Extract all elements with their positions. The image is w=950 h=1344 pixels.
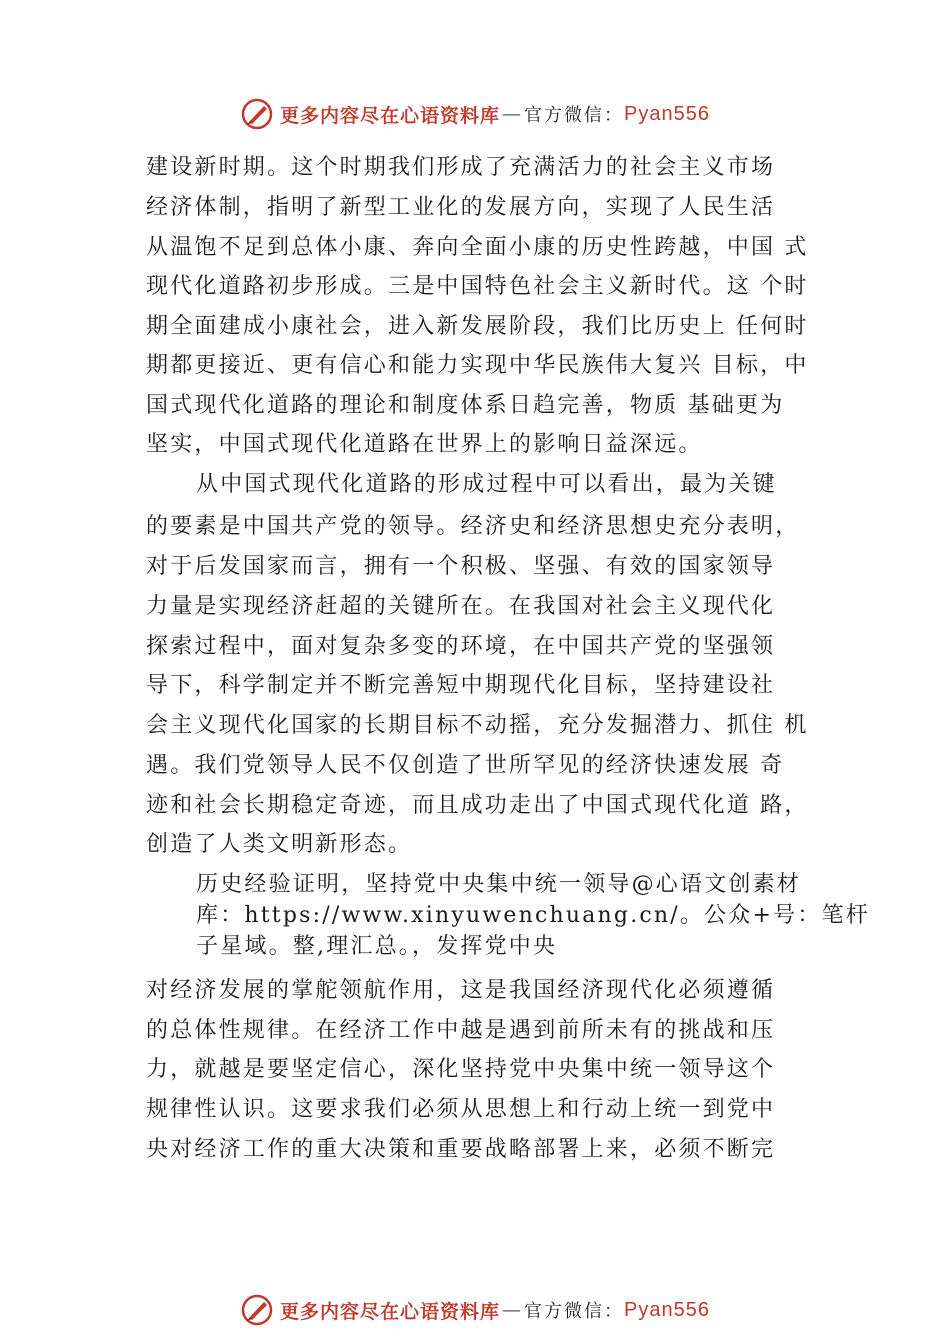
brush-logo-icon: [240, 97, 274, 131]
text-line: 的总体性规律。在经济工作中越是遇到前所未有的挑战和压: [146, 1018, 776, 1043]
text-line: 规律性认识。这要求我们必须从思想上和行动上统一到党中: [146, 1097, 776, 1122]
text-line: 的要素是中国共产党的领导。经济史和经济思想史充分表明，: [146, 514, 800, 539]
banner-dash: —: [502, 1299, 523, 1321]
text-line: 建设新时期。这个时期我们形成了充满活力的社会主义市场: [146, 155, 776, 180]
text-line: 力量是实现经济赶超的关键所在。在我国对社会主义现代化: [146, 594, 776, 619]
banner-brand: 更多内容尽在心语资料库: [280, 1300, 501, 1323]
banner-dash: —: [502, 103, 523, 125]
text-line: 创造了人类文明新形态。: [146, 832, 413, 857]
text-line: 坚实，中国式现代化道路在世界上的影响日益深远。: [146, 432, 703, 457]
text-line: 探索过程中，面对复杂多变的环境，在中国共产党的坚强领: [146, 634, 776, 659]
text-line: 对于后发国家而言，拥有一个积极、坚强、有效的国家领导: [146, 554, 776, 579]
text-line: 力，就越是要坚定信心，深化坚持党中央集中统一领导这个: [146, 1057, 776, 1082]
text-line: 迹和社会长期稳定奇迹，而且成功走出了中国式现代化道 路，: [146, 793, 809, 818]
text-line: 从中国式现代化道路的形成过程中可以看出，最为关键: [196, 472, 777, 497]
text-line: 遇。我们党领导人民不仅创造了世所罕见的经济快速发展 奇: [146, 753, 785, 778]
banner-wechat-id: Pyan556: [624, 1298, 710, 1321]
text-line: 国式现代化道路的理论和制度体系日趋完善，物质 基础更为: [146, 393, 785, 418]
text-line: 经济体制，指明了新型工业化的发展方向，实现了人民生活: [146, 195, 776, 220]
header-banner: [0, 94, 950, 134]
banner-wechat-label: 官方微信：: [524, 1301, 625, 1322]
text-line: 从温饱不足到总体小康、奔向全面小康的历史性跨越，中国 式: [146, 235, 809, 260]
text-line: 历史经验证明，坚持党中央集中统一领导@心语文创素材: [196, 872, 802, 897]
footer-banner: [0, 1290, 950, 1330]
text-line: 库：https://www.xinyuwenchuang.cn/。公众+号：笔杆: [196, 903, 870, 928]
banner-wechat-id: Pyan556: [624, 102, 710, 125]
text-line: 期都更接近、更有信心和能力实现中华民族伟大复兴 目标，中: [146, 353, 809, 378]
text-line: 导下，科学制定并不断完善短中期现代化目标，坚持建设社: [146, 673, 776, 698]
text-line: 会主义现代化国家的长期目标不动摇，充分发掘潜力、抓住 机: [146, 713, 809, 738]
brush-logo-icon: [240, 1293, 274, 1327]
text-line: 央对经济工作的重大决策和重要战略部署上来，必须不断完: [146, 1137, 776, 1162]
banner-wechat-label: 官方微信：: [524, 105, 625, 126]
banner-brand: 更多内容尽在心语资料库: [280, 104, 501, 127]
text-line: 现代化道路初步形成。三是中国特色社会主义新时代。这 个时: [146, 274, 809, 299]
text-line: 子星域。整,理汇总。，发挥党中央: [196, 934, 558, 959]
text-line: 对经济发展的掌舵领航作用，这是我国经济现代化必须遵循: [146, 978, 776, 1003]
text-line: 期全面建成小康社会，进入新发展阶段，我们比历史上 任何时: [146, 314, 809, 339]
